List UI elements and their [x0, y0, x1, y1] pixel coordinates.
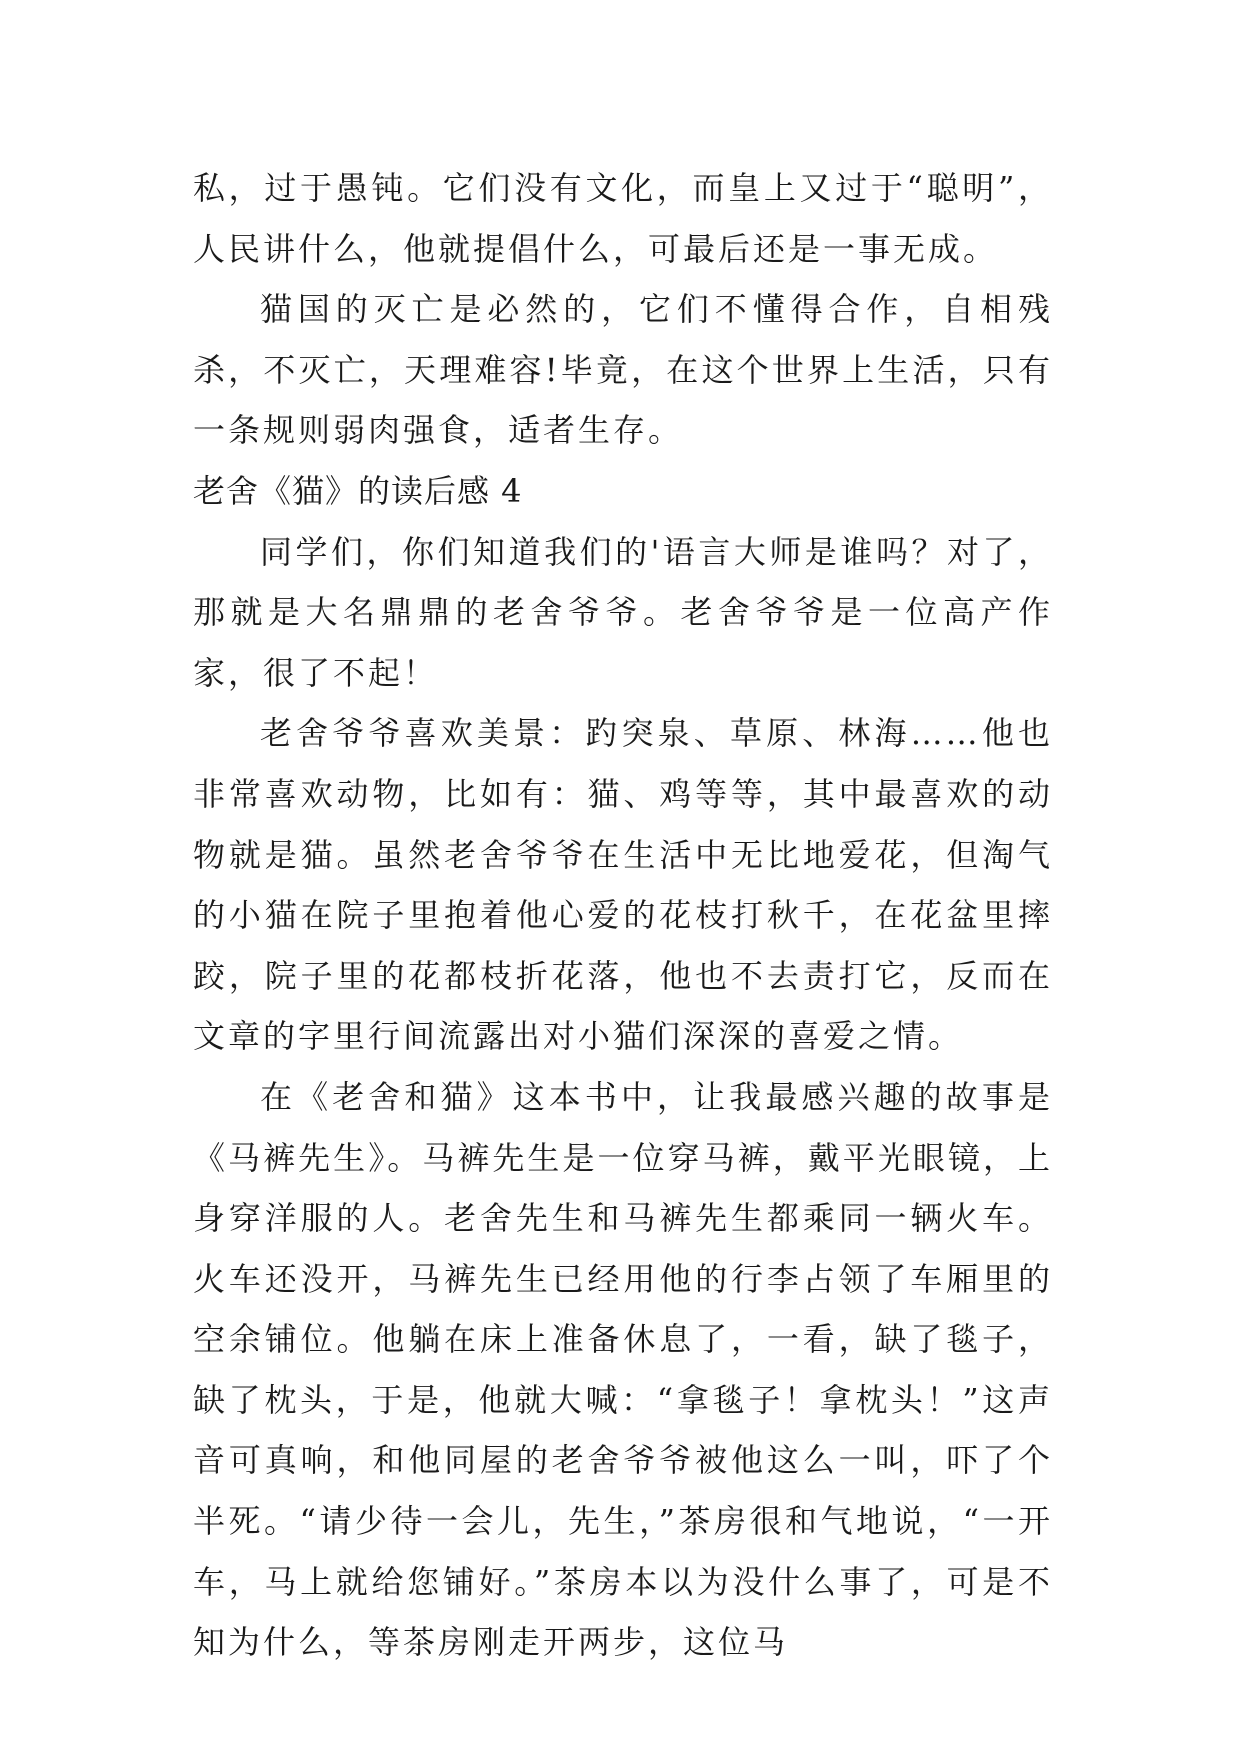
paragraph-cat-kingdom: 猫国的灭亡是必然的，它们不懂得合作，自相残杀，不灭亡，天理难容!毕竟，在这个世界上生活，只有一条规则弱肉强食，适者生存。: [193, 290, 1053, 450]
document-body: [193, 158, 1053, 1673]
paragraph-mr-breeches: 在《老舍和猫》这本书中，让我最感兴趣的故事是《马裤先生》。马裤先生是一位穿马裤，戴平光眼镜，上身穿洋服的人。老舍先生和马裤先生都乘同一辆火车。火车还没开，马裤先生已经用他的行李占领了车厢里的空余铺位。他躺在床上准备休息了，一看，缺了毯子，缺了枕头，于是，他就大喊：“拿毯子！拿枕头！”这声音可真响，和他同屋的老舍爷爷被他这么一叫，吓了个半死。“请少待一会儿，先生，”茶房很和气地说，“一开车，马上就给您铺好。”茶房本以为没什么事了，可是不知为什么，等茶房刚走开两步，这位马: [193, 1077, 1053, 1662]
section-heading: 老舍《猫》的读后感 4: [193, 471, 523, 510]
paragraph-loves-cats: 老舍爷爷喜欢美景：趵突泉、草原、林海……他也非常喜欢动物，比如有：猫、鸡等等，其中最喜欢的动物就是猫。虽然老舍爷爷在生活中无比地爱花，但淘气的小猫在院子里抱着他心爱的花枝打秋千，在花盆里摔跤，院子里的花都枝折花落，他也不去责打它，反而在文章的字里行间流露出对小猫们深深的喜爱之情。: [193, 714, 1053, 1056]
paragraph-language-master: 同学们，你们知道我们的'语言大师是谁吗？对了，那就是大名鼎鼎的老舍爷爷。老舍爷爷是一位高产作家，很了不起！: [193, 532, 1053, 692]
paragraph-continuation: 私，过于愚钝。它们没有文化，而皇上又过于“聪明”，人民讲什么，他就提倡什么，可最后还是一事无成。: [193, 169, 1053, 268]
